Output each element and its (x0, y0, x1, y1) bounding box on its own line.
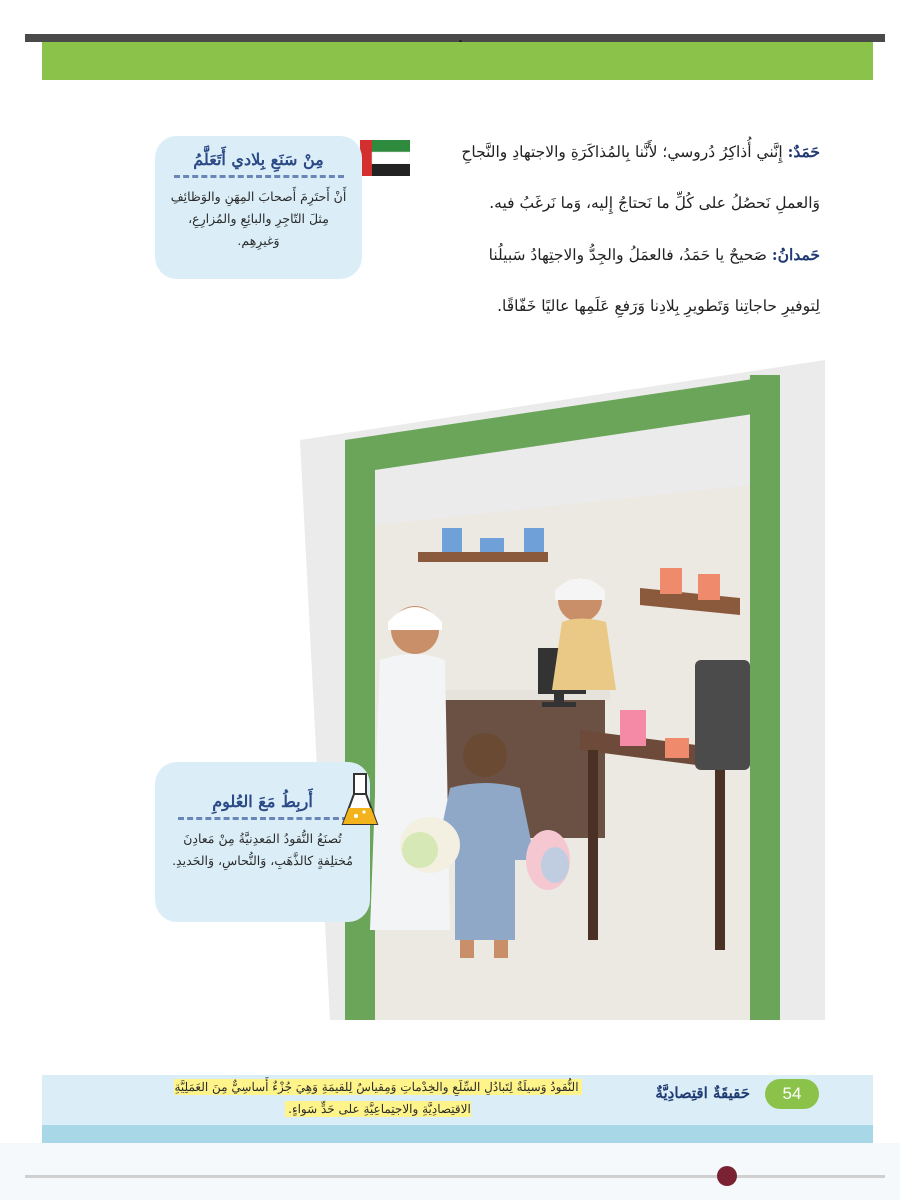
page-number-badge: 54 (765, 1079, 819, 1109)
page-progress-line (25, 1175, 885, 1178)
header-band (42, 42, 873, 80)
science-box-divider (178, 817, 348, 820)
science-box-title: أَربِطُ مَعَ العُلومِ (212, 792, 313, 811)
learn-box-title: مِنْ سَنَعِ بِلادي أَتَعَلَّمُ (193, 150, 324, 169)
economic-fact-label: حَقيقَةٌ اقتِصادِيَّةٌ (655, 1084, 750, 1102)
dialogue-line-4-text: لِتوفيرِ حاجاتِنا وَتَطويرِ بِلادِنا وَرَفعِ عَلَمِها عاليًا خَفّاقًا. (497, 297, 820, 315)
economic-fact-highlight: النُّقودُ وَسيلَةٌ لِتَبادُلِ السِّلَعِ والخِدْماتِ وَمِقياسٌ لِلقيمَةِ وَهِيَ جُزْءٌ أَساسِيٌّ مِنَ العَمَلِيَّةِ الاقتِصادِيَّةِ والاجتِماعِيَّةِ على حَدٍّ سَواءٍ. (174, 1079, 581, 1117)
dialogue-line-1 (440, 126, 820, 178)
speaker-hamad: حَمَدٌ: (787, 142, 820, 161)
speaker-hamdan: حَمدانُ: (771, 245, 820, 264)
flask-icon (340, 772, 380, 828)
learn-from-country-box (155, 136, 362, 279)
learn-box-divider (174, 175, 344, 178)
dialogue-line-1-text: إِنَّني أُذاكِرُ دُروسي؛ لأَنَّنا بِالمُذاكَرَةِ والاجتهادِ والنَّجاحِ (461, 143, 783, 161)
dialogue-line-3 (440, 229, 820, 281)
page-progress-dot (717, 1166, 737, 1186)
learn-box-body: أَنْ أَحتَرِمَ أَصحابَ المِهَنِ والوَظائِفِ مِثلَ التّاجِرِ والبائِعِ والمُزارِعِ، وَغيرِهِم. (170, 189, 347, 248)
link-with-science-box (155, 762, 370, 922)
dialogue-line-4 (440, 281, 820, 332)
dialogue-line-2 (440, 178, 820, 229)
dialogue-line-3-text: صَحيحٌ يا حَمَدُ، فالعمَلُ والجِدُّ والاجتِهادُ سَبيلُنا (488, 246, 767, 264)
top-rule (25, 34, 885, 42)
footer-strip (42, 1125, 873, 1143)
page-bottom-margin (0, 1143, 900, 1200)
uae-flag-icon (360, 140, 410, 180)
dialogue-text (440, 126, 820, 332)
economic-fact-text (163, 1076, 593, 1120)
science-box-body: تُصنَعُ النُّقودُ المَعدِنيَّةُ مِنْ مَعادِنَ مُختلِفةٍ كالذَّهَبِ، وَالنُّحاسِ، وَالحَديدِ. (172, 831, 353, 868)
dialogue-line-2-text: وَالعملِ نَحصُلُ على كُلِّ ما نَحتاجُ إِليه، وَما نَرغَبُ فيه. (489, 194, 820, 212)
